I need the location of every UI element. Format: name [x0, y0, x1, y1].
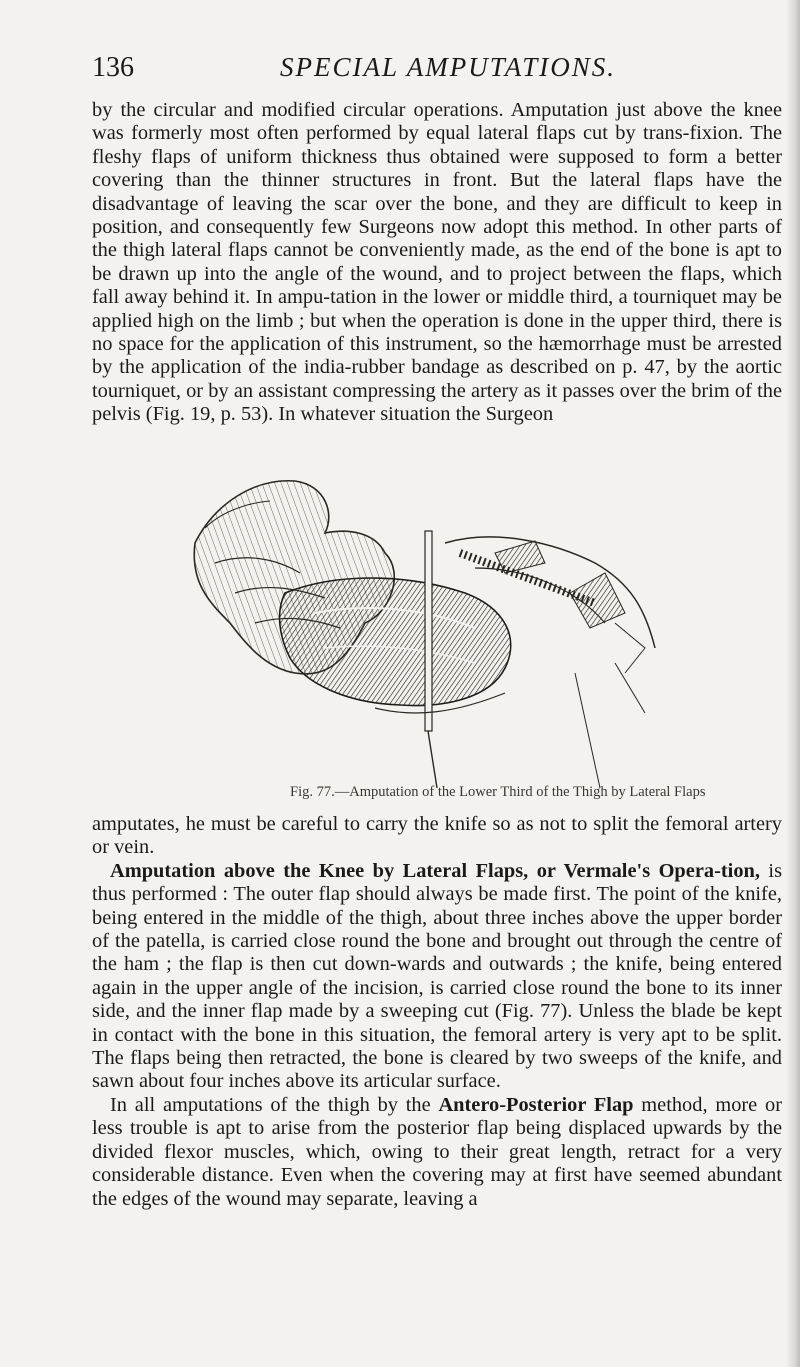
section-heading: Amputation above the Knee by Lateral Flaps, or Vermale's Opera-tion, [110, 859, 760, 882]
page-header [92, 52, 782, 88]
page-number: 136 [92, 52, 134, 83]
paragraph-text: method, more or less trouble is apt to arise from the posterior flap being displaced upwards by the divided flexor muscles, which, owing to their great length, retract for a very considerable distance. Even when the covering may at first have seemed abundant the edges of the wound may separate, leaving a [92, 1093, 783, 1210]
page-edge-shadow [786, 0, 800, 1367]
paragraph [92, 860, 782, 1094]
thigh-lateral-flap [280, 578, 511, 706]
paragraph: amputates, he must be careful to carry the knife so as not to split the femoral artery or vein. [92, 813, 782, 859]
thigh-amputation-engraving [175, 473, 675, 788]
body-text-bottom [92, 813, 782, 1211]
running-head: SPECIAL AMPUTATIONS. [280, 52, 617, 82]
paragraph [92, 1094, 782, 1211]
paragraph-text: is thus performed : The outer flap should always be made first. The point of the knife, being entered in the middle of the thigh, about three inches above the upper border of the patella, is carried close round the bone and brought out through the centre of the ham ; the flap is then cut down-wards and outwards ; the knife, being entered again in the upper angle of the incision, is carried close round the bone to its inner side, and the inner flap made by a sweeping cut (Fig. 77). Unless the blade be kept in contact with the bone in this situation, the femoral artery is very apt to be split. The flaps being then retracted, the bone is cleared by two sweeps of the knife, and sawn about four inches above its articular surface. [92, 859, 782, 1093]
paragraph-text: In all amputations of the thigh by the [110, 1093, 439, 1116]
figure-illustration [175, 473, 675, 788]
inline-bold-term: Antero-Posterior Flap [438, 1093, 634, 1116]
paragraph: by the circular and modified circular operations. Amputation just above the knee was formerly most often performed by equal lateral flaps cut by trans-fixion. The fleshy flaps of uniform thickness thus obtained were supposed to form a better covering than the thinner structures in front. But the lateral flaps have the disadvantage of leaving the scar over the bone, and they are difficult to keep in position, and consequently few Surgeons now adopt this method. In other parts of the thigh lateral flaps cannot be conveniently made, as the end of the bone is apt to be drawn up into the angle of the wound, and to project between the flaps, which fall away behind it. In ampu-tation in the lower or middle third, a tourniquet may be applied high on the limb ; but when the operation is done in the upper third, there is no space for the application of this instrument, so the hæmorrhage must be arrested by the application of the india-rubber bandage as described on p. 47, by the aortic tourniquet, or by an assistant compressing the artery as it passes over the brim of the pelvis (Fig. 19, p. 53). In whatever situation the Surgeon [92, 99, 782, 426]
figure-caption: Fig. 77.—Amputation of the Lower Third of the Thigh by Lateral Flaps [290, 784, 706, 800]
body-text-top [92, 99, 782, 427]
